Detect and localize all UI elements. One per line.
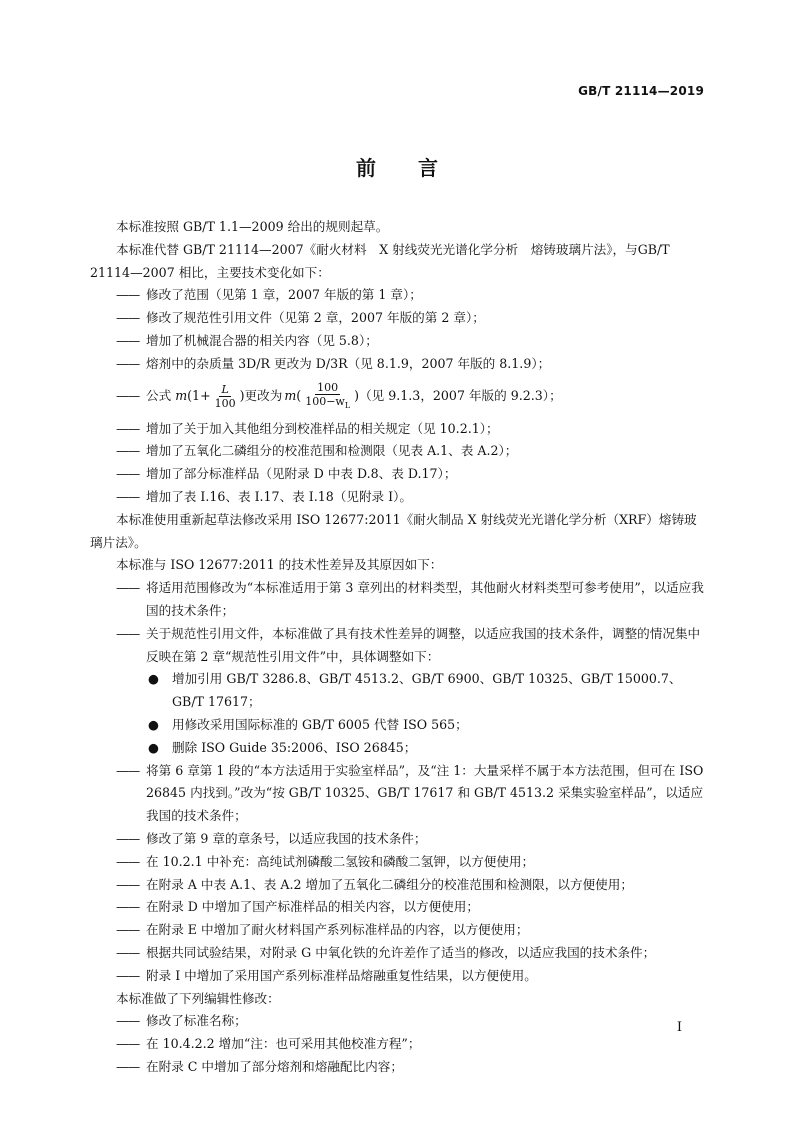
dash-marker: —— bbox=[116, 310, 140, 326]
list-item: —— 修改了标准名称； bbox=[90, 1010, 704, 1033]
page-number: I bbox=[676, 1020, 682, 1035]
list-item: —— 在附录 A 中表 A.1、表 A.2 增加了五氧化二磷组分的校准范围和检测限，以方便使用； bbox=[90, 874, 704, 897]
dash-marker: —— bbox=[116, 443, 140, 459]
fraction: $\frac{100}{100-w_L}$ bbox=[305, 380, 351, 411]
paragraph: 本标准代替 GB/T 21114—2007《耐火材料 X 射线荧光光谱化学分析 熔铸玻璃片法》，与GB/T 21114—2007 相比，主要技术变化如下： bbox=[90, 241, 670, 280]
bullet-icon: ● bbox=[148, 671, 159, 687]
dash-marker: —— bbox=[116, 332, 140, 348]
dash-marker: —— bbox=[116, 944, 140, 960]
list-item: —— 关于规范性引用文件，本标准做了具有技术性差异的调整，以适应我国的技术条件，调整的情况集中反映在第 2 章“规范性引用文件”中，具体调整如下： bbox=[90, 623, 704, 669]
list-item: —— 在 10.2.1 中补充：高纯试剂磷酸二氢铵和磷酸二氢钾，以方便使用； bbox=[90, 851, 704, 874]
bullet-icon: ● bbox=[148, 716, 159, 732]
list-item: —— 将适用范围修改为“本标准适用于第 3 章列出的材料类型，其他耐火材料类型可参考使用”，以适应我国的技术条件； bbox=[90, 577, 704, 623]
page-title bbox=[0, 152, 794, 181]
dash-marker: —— bbox=[116, 967, 140, 983]
dash-marker: —— bbox=[116, 388, 140, 404]
list-item: —— 增加了关于加入其他组分到校准样品的相关规定（见 10.2.1）； bbox=[90, 418, 704, 441]
list-item: —— 修改了规范性引用文件（见第 2 章，2007 年版的第 2 章）； bbox=[90, 307, 704, 330]
foreword-body bbox=[90, 216, 704, 1079]
list-item: —— 将第 6 章第 1 段的“本方法适用于实验室样品”，及“注 1：大量采样不属于本方法范围，但可在 ISO 26845 内找到。”改为“按 GB/T 10325、GB/T 17617 和 GB/T 4513.2 采集实验室样品”，以适应我国的技术条件； bbox=[90, 760, 704, 828]
list-item: —— 附录 I 中增加了采用国产系列标准样品熔融重复性结果，以方便使用。 bbox=[90, 965, 704, 988]
dash-marker: —— bbox=[116, 355, 140, 371]
title-char-1: 前 bbox=[356, 156, 376, 180]
list-item: —— 修改了第 9 章的章条号，以适应我国的技术条件； bbox=[90, 828, 704, 851]
title-char-2: 言 bbox=[418, 156, 438, 180]
dash-marker: —— bbox=[116, 876, 140, 892]
dash-marker: —— bbox=[116, 762, 140, 778]
bullet-item: ● 增加引用 GB/T 3286.8、GB/T 4513.2、GB/T 6900、GB/T 10325、GB/T 15000.7、GB/T 17617； bbox=[90, 668, 704, 714]
dash-marker: —— bbox=[116, 580, 140, 596]
dash-marker: —— bbox=[116, 830, 140, 846]
fraction: $\frac{L}{100}$ bbox=[214, 383, 236, 411]
paragraph: 本标准使用重新起草法修改采用 ISO 12677:2011《耐火制品 X 射线荧光光谱化学分析（XRF）熔铸玻璃片法》。 bbox=[90, 511, 697, 550]
dash-marker: —— bbox=[116, 922, 140, 938]
list-item: —— 在附录 C 中增加了部分熔剂和熔融配比内容； bbox=[90, 1056, 704, 1079]
bullet-icon: ● bbox=[148, 739, 159, 755]
paragraph: 本标准做了下列编辑性修改： bbox=[116, 990, 280, 1006]
list-item: —— 增加了部分标准样品（见附录 D 中表 D.8、表 D.17）； bbox=[90, 463, 704, 486]
dash-marker: —— bbox=[116, 420, 140, 436]
paragraph: 本标准与 ISO 12677:2011 的技术性差异及其原因如下： bbox=[116, 557, 443, 573]
list-item: —— 熔剂中的杂质量 3D/R 更改为 D/3R（见 8.1.9，2007 年版的 8.1.9）； bbox=[90, 353, 704, 376]
dash-marker: —— bbox=[116, 899, 140, 915]
bullet-item: ● 用修改采用国际标准的 GB/T 6005 代替 ISO 565； bbox=[90, 714, 704, 737]
dash-marker: —— bbox=[116, 853, 140, 869]
list-item: —— 在附录 D 中增加了国产标准样品的相关内容，以方便使用； bbox=[90, 896, 704, 919]
dash-marker: —— bbox=[116, 466, 140, 482]
formula-list-item: —— 公式 m (1+ $\frac{L}{100}$ ) 更改为 m ( $\frac{100}{100-w_L}$ ) （见 9.1.3，2007 年版的 9.2.3）； bbox=[116, 380, 562, 411]
list-item: —— 根据共同试验结果，对附录 G 中氧化铁的允许差作了适当的修改，以适应我国的技术条件； bbox=[90, 942, 704, 965]
standard-code: GB/T 21114—2019 bbox=[578, 84, 704, 98]
paragraph: 本标准按照 GB/T 1.1—2009 给出的规则起草。 bbox=[116, 219, 389, 234]
dash-marker: —— bbox=[116, 1036, 140, 1052]
list-item: —— 在 10.4.2.2 增加“注：也可采用其他校准方程”； bbox=[90, 1033, 704, 1056]
dash-marker: —— bbox=[116, 287, 140, 303]
list-item: —— 修改了范围（见第 1 章，2007 年版的第 1 章）； bbox=[90, 284, 704, 307]
bullet-item: ● 删除 ISO Guide 35:2006、ISO 26845； bbox=[90, 737, 704, 760]
list-item: —— 增加了五氧化二磷组分的校准范围和检测限（见表 A.1、表 A.2）； bbox=[90, 440, 704, 463]
list-item: —— 增加了机械混合器的相关内容（见 5.8）； bbox=[90, 330, 704, 353]
list-item: —— 在附录 E 中增加了耐火材料国产系列标准样品的内容，以方便使用； bbox=[90, 919, 704, 942]
dash-marker: —— bbox=[116, 625, 140, 641]
dash-marker: —— bbox=[116, 1058, 140, 1074]
dash-marker: —— bbox=[116, 1013, 140, 1029]
list-item: —— 增加了表 I.16、表 I.17、表 I.18（见附录 I）。 bbox=[90, 486, 704, 509]
dash-marker: —— bbox=[116, 488, 140, 504]
